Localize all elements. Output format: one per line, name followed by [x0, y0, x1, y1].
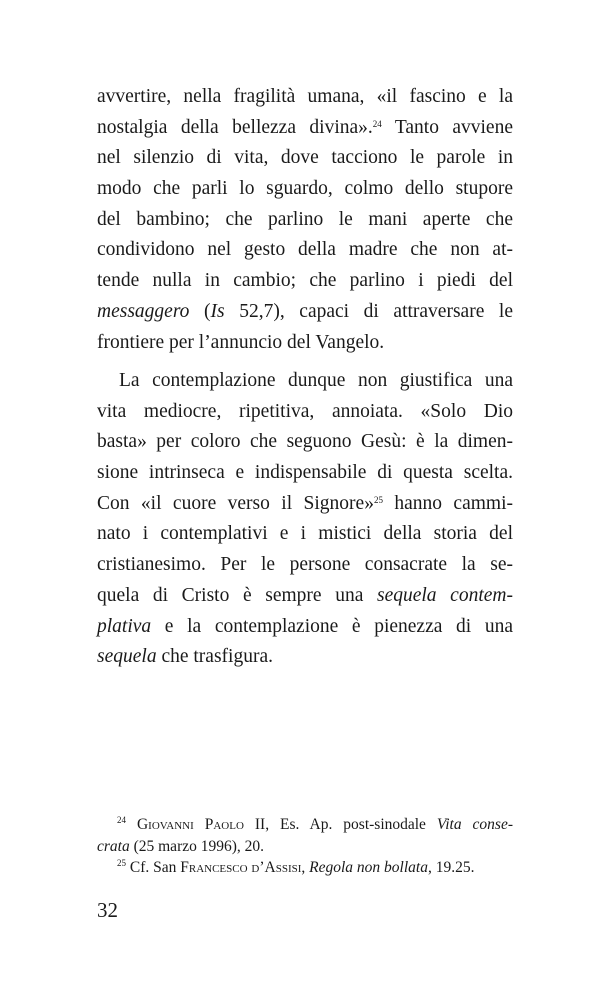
text-run: modo che parli lo sguardo, colmo dello stupore — [97, 178, 513, 200]
paragraph-1 — [97, 82, 513, 358]
text-run: II, Es. Ap. post-sinodale — [243, 816, 437, 833]
text-run: avvertire, nella fragilità umana, «il fascino e la — [97, 86, 513, 107]
text-run: frontiere per l’annuncio del Vangelo. — [97, 331, 385, 353]
text-run — [126, 816, 137, 833]
text-run: e la contemplazione è pienezza di una — [151, 615, 513, 637]
footnote-ref: 24 — [372, 118, 382, 129]
text-run: , — [301, 859, 310, 876]
text-run: condividono nel gesto della madre che non at- — [97, 239, 513, 261]
text-run: vita mediocre, ripetitiva, annoiata. «Solo Dio — [97, 400, 513, 422]
text-run: Cf. San — [126, 859, 181, 876]
text-line — [97, 82, 513, 113]
text-run: Regola non bollata — [309, 859, 428, 876]
text-run: hanno cammi- — [382, 492, 513, 514]
text-run: nostalgia della bellezza divina». — [97, 116, 373, 138]
text-line — [97, 581, 513, 612]
text-line — [97, 328, 513, 359]
text-run: tende nulla in cambio; che parlino i piedi del — [97, 270, 513, 292]
text-line — [97, 519, 513, 550]
text-line — [97, 297, 513, 328]
text-run: Francesco d’Assisi — [180, 859, 302, 876]
text-line — [97, 174, 513, 205]
text-line — [97, 266, 513, 297]
text-line — [97, 397, 513, 428]
footnote-line — [97, 814, 513, 836]
text-line — [97, 113, 513, 144]
footnote-ref: 25 — [117, 858, 126, 868]
text-line — [97, 205, 513, 236]
text-run: Tanto avviene — [381, 116, 513, 138]
text-line — [97, 612, 513, 643]
text-line — [97, 143, 513, 174]
text-run: (25 marzo 1996), 20. — [129, 837, 265, 855]
text-run: nato i contemplativi e i mistici della storia del — [97, 523, 513, 545]
footnotes — [97, 814, 513, 879]
text-run: crata — [97, 837, 130, 855]
text-run: cristianesimo. Per le persone consacrate la se- — [97, 554, 513, 576]
text-line — [97, 642, 513, 673]
text-run: La contemplazione dunque non giustifica una — [119, 370, 513, 391]
text-run: sione intrinseca e indispensabile di questa scelta. — [97, 462, 513, 484]
text-run: Vita conse- — [436, 816, 513, 833]
text-run: messaggero — [97, 300, 190, 322]
footnote-line — [97, 857, 513, 879]
text-line — [97, 458, 513, 489]
page-number: 32 — [97, 898, 118, 922]
text-run: quela di Cristo è sempre una — [97, 584, 377, 606]
text-run: che trasfigura. — [156, 646, 273, 668]
text-run: Giovanni Paolo — [136, 816, 244, 833]
text-run: nel silenzio di vita, dove tacciono le parole in — [97, 147, 513, 169]
text-run: Is — [210, 300, 225, 322]
text-run: 52,7), capaci di attraversare le — [224, 300, 514, 322]
text-run: Con «il cuore verso il Signore» — [97, 492, 374, 514]
text-run: , 19.25. — [427, 859, 475, 876]
text-line — [97, 550, 513, 581]
paragraph-2 — [97, 366, 513, 673]
text-run: del bambino; che parlino le mani aperte che — [97, 208, 513, 230]
footnote-ref: 25 — [373, 494, 383, 505]
footnote-line — [97, 836, 513, 858]
text-run: plativa — [97, 615, 152, 637]
text-run: sequela contem- — [376, 584, 513, 606]
text-line — [97, 235, 513, 266]
footnote-ref: 24 — [117, 815, 126, 825]
text-run: sequela — [97, 646, 157, 668]
text-run: basta» per coloro che seguono Gesù: è la dimen- — [97, 431, 513, 453]
text-line — [97, 427, 513, 458]
text-line — [97, 366, 513, 397]
text-run: ( — [189, 300, 211, 322]
text-line — [97, 489, 513, 520]
